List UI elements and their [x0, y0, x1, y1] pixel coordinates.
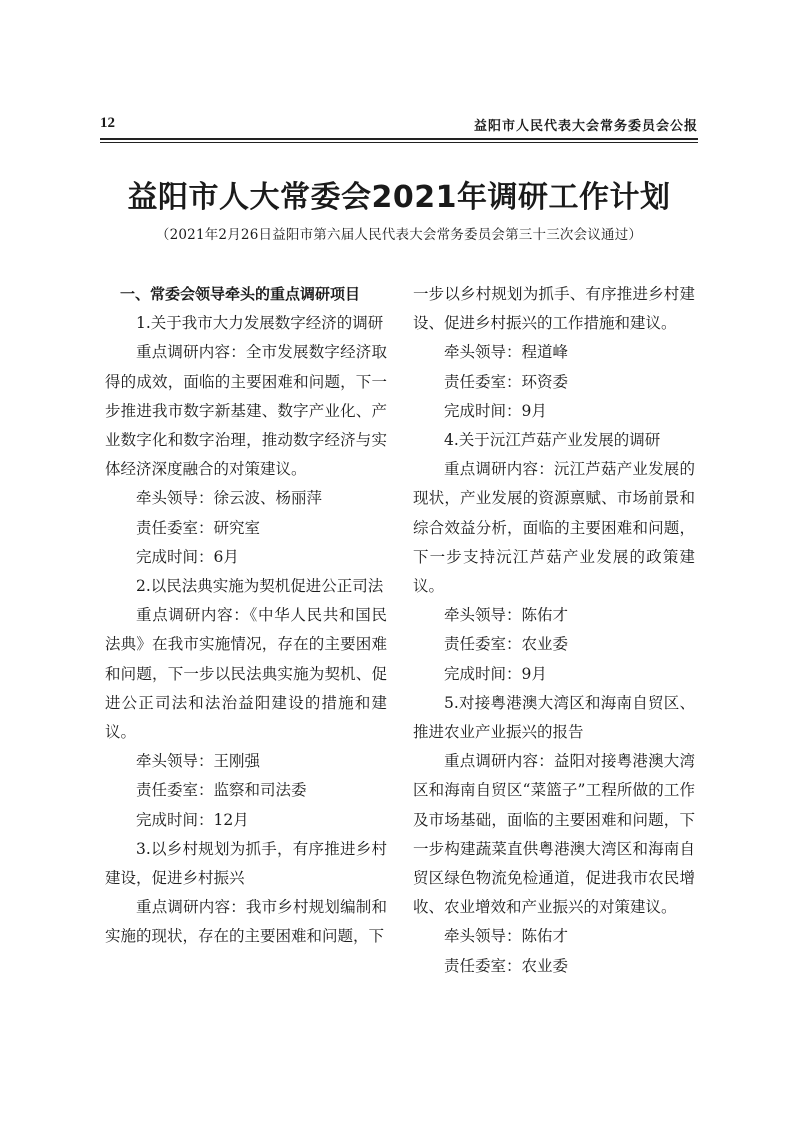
section-heading: 一、常委会领导牵头的重点调研项目	[120, 285, 361, 303]
journal-name: 益阳市人民代表大会常务委员会公报	[473, 119, 698, 134]
completion-time: 完成时间：6月	[136, 547, 239, 566]
item-heading: 1.关于我市大力发展数字经济的调研	[136, 314, 384, 333]
responsible-office: 责任委室：监察和司法委	[136, 781, 307, 800]
header-rule-thick	[100, 138, 698, 140]
body-paragraph: 重点调研内容：我市乡村规划编制和实施的现状，存在的主要困难和问题，下	[105, 898, 387, 946]
item-heading: 5.对接粤港澳大湾区和海南自贸区、推进农业产业振兴的报告	[413, 693, 695, 742]
item-heading: 4.关于沅江芦菇产业发展的调研	[444, 431, 661, 450]
responsible-office: 责任委室：农业委	[444, 635, 569, 654]
body-paragraph: 重点调研内容：《中华人民共和国民法典》在我市实施情况，存在的主要困难和问题，下一步以民法典实施为契机、促进公正司法和法治益阳建设的措施和建议。	[105, 606, 387, 742]
body-paragraph: 重点调研内容：沅江芦菇产业发展的现状，产业发展的资源禀赋、市场前景和综合效益分析，面临的主要困难和问题，下一步支持沅江芦菇产业发展的政策建议。	[413, 460, 695, 596]
document-subtitle: （2021年2月26日益阳市第六届人民代表大会常务委员会第三十三次会议通过）	[155, 227, 643, 243]
page-number: 12	[100, 115, 115, 131]
responsible-office: 责任委室：环资委	[444, 372, 569, 391]
lead-leader: 牵头领导：陈佑才	[444, 927, 569, 946]
item-heading: 3.以乡村规划为抓手，有序推进乡村建设，促进乡村振兴	[105, 839, 387, 888]
completion-time: 完成时间：9月	[444, 401, 547, 420]
document-title: 益阳市人大常委会2021年调研工作计划	[127, 180, 671, 215]
header-rule-thin	[100, 142, 698, 143]
body-paragraph: 重点调研内容：全市发展数字经济取得的成效，面临的主要困难和问题，下一步推进我市数字新基建、数字产业化、产业数字化和数字治理，推动数字经济与实体经济深度融合的对策建议。	[105, 343, 387, 479]
right-column	[413, 280, 695, 981]
completion-time: 完成时间：12月	[136, 810, 249, 829]
item-heading: 2.以民法典实施为契机促进公正司法	[136, 577, 384, 596]
body-paragraph-continued: 一步以乡村规划为抓手、有序推进乡村建设、促进乡村振兴的工作措施和建议。	[413, 285, 695, 333]
lead-leader: 牵头领导：陈佑才	[444, 606, 569, 625]
lead-leader: 牵头领导：徐云波、杨丽萍	[136, 489, 323, 508]
responsible-office: 责任委室：研究室	[136, 518, 261, 537]
lead-leader: 牵头领导：王刚强	[136, 752, 261, 771]
responsible-office: 责任委室：农业委	[444, 956, 569, 975]
body-paragraph: 重点调研内容：益阳对接粤港澳大湾区和海南自贸区“菜篮子”工程所做的工作及市场基础，面临的主要困难和问题，下一步构建蔬菜直供粤港澳大湾区和海南自贸区绿色物流免检通道，促进我市农民增收、农业增效和产业振兴的对策建议。	[413, 752, 695, 917]
completion-time: 完成时间：9月	[444, 664, 547, 683]
lead-leader: 牵头领导：程道峰	[444, 343, 569, 362]
page-header	[100, 115, 698, 137]
left-column	[105, 280, 387, 952]
